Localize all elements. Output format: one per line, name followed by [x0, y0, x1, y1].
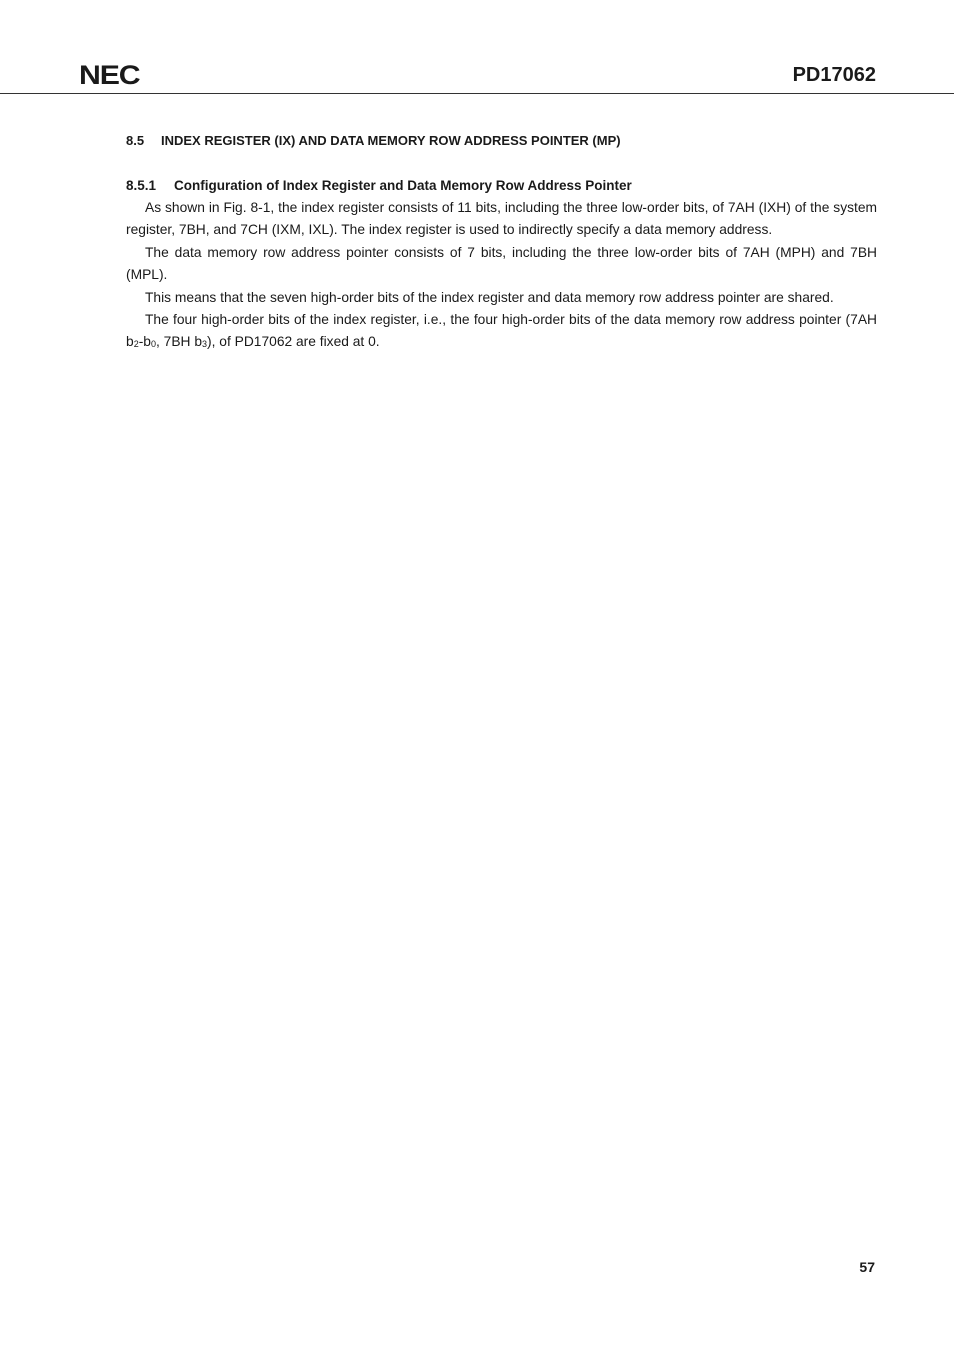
subsection-number: 8.5.1 [126, 178, 157, 193]
paragraph-1: As shown in Fig. 8-1, the index register consists of 11 bits, including the three low-order bits, of 7AH (IXH) of the system register, 7BH, and 7CH (IXM, IXL). The index register is used to indirectly specify a data memory address. [126, 200, 877, 238]
subscript-0: 0 [150, 339, 156, 350]
nec-logo: NEC [79, 60, 140, 90]
subscript-3: 3 [202, 339, 208, 350]
paragraph-4-text-c: , 7BH b [156, 334, 203, 350]
subscript-2: 2 [133, 339, 139, 350]
paragraph-3: This means that the seven high-order bits of the index register and data memory row address pointer are shared. [145, 289, 834, 305]
page-content [126, 130, 877, 354]
subsection-heading [126, 175, 877, 197]
page-number: 57 [859, 1259, 875, 1275]
paragraph-4-text-b: -b [138, 334, 151, 350]
subsection-title: Configuration of Index Register and Data Memory Row Address Pointer [174, 178, 632, 193]
paragraph-4 [126, 309, 877, 354]
section-heading [126, 130, 877, 152]
document-id: PD17062 [792, 64, 876, 86]
section-title: INDEX REGISTER (IX) AND DATA MEMORY ROW ADDRESS POINTER (MP) [161, 133, 621, 148]
header-divider [0, 93, 954, 94]
paragraph-4-text-d: ), of PD17062 are fixed at 0. [207, 334, 380, 350]
paragraph-2: The data memory row address pointer consists of 7 bits, including the three low-order bits of 7AH (MPH) and 7BH (MPL). [126, 244, 877, 283]
paragraph-4-text-a: The four high-order bits of the index register, i.e., the four high-order bits of the data memory row address pointer (7AH b [126, 312, 877, 350]
section-number: 8.5 [126, 133, 145, 148]
